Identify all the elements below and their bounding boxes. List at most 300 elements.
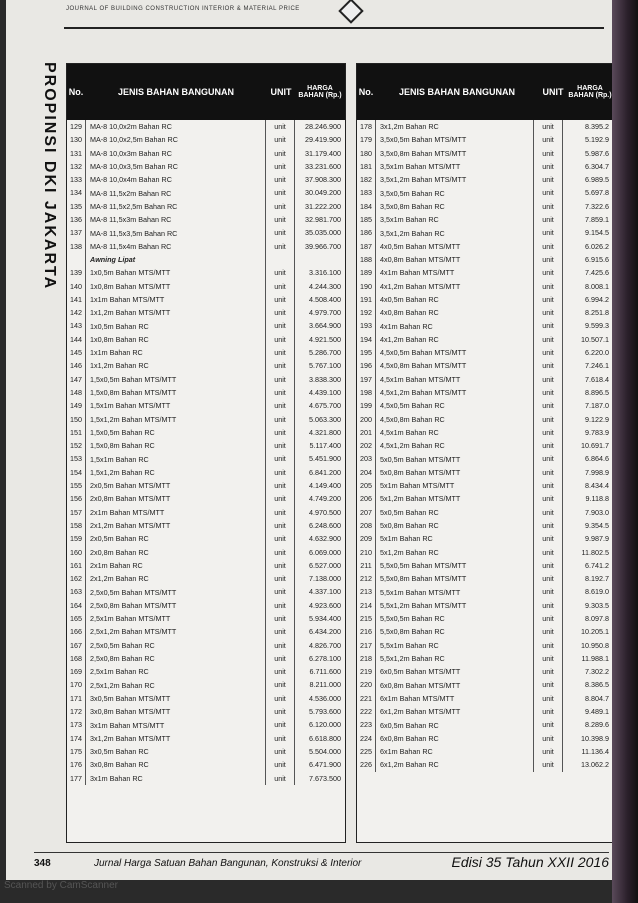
row-number: 180 <box>357 147 376 160</box>
price-cell: 8.804.7 <box>562 692 613 705</box>
material-name: 2,5x1,2m Bahan MTS/MTT <box>90 627 177 637</box>
table-row <box>357 346 613 359</box>
unit-cell: unit <box>265 426 294 439</box>
unit-cell: unit <box>265 373 294 386</box>
row-number: 143 <box>67 319 86 332</box>
table-row <box>357 413 613 426</box>
row-number: 187 <box>357 240 376 253</box>
table-row <box>357 678 613 691</box>
table-row <box>67 226 345 239</box>
row-number: 156 <box>67 492 86 505</box>
unit-cell: unit <box>533 399 562 412</box>
material-name: 4x0,5m Bahan RC <box>380 295 439 304</box>
table-row <box>67 479 345 492</box>
table-row <box>67 293 345 306</box>
price-cell: 6.220.0 <box>562 346 613 359</box>
unit-cell: unit <box>533 186 562 199</box>
price-cell: 8.211.000 <box>294 678 345 691</box>
col-no: No. <box>358 87 374 97</box>
table-row <box>357 492 613 505</box>
price-cell: 6.527.000 <box>294 559 345 572</box>
unit-cell: unit <box>265 439 294 452</box>
table-row <box>357 426 613 439</box>
price-cell: 32.981.700 <box>294 213 345 226</box>
province-title: PROPINSI DKI JAKARTA <box>41 62 58 291</box>
material-name: 4,5x1,2m Bahan RC <box>380 441 445 451</box>
material-name: MA-8 10,0x3m Bahan RC <box>90 148 172 158</box>
material-name: 3x1m Bahan RC <box>90 773 143 783</box>
price-cell: 8.434.4 <box>562 479 613 492</box>
price-cell: 8.289.6 <box>562 718 613 731</box>
price-cell: 7.618.4 <box>562 373 613 386</box>
unit-cell: unit <box>265 492 294 505</box>
table-row <box>67 678 345 691</box>
table-row <box>357 652 613 665</box>
price-cell: 6.989.5 <box>562 173 613 186</box>
table-row <box>357 160 613 173</box>
price-cell: 3.316.100 <box>294 266 345 279</box>
price-cell: 4.970.500 <box>294 506 345 519</box>
row-number: 151 <box>67 426 86 439</box>
col-no: No. <box>68 87 84 97</box>
table-row <box>357 532 613 545</box>
row-number: 150 <box>67 413 86 426</box>
price-cell: 4.244.300 <box>294 280 345 293</box>
material-name: 1,5x1,2m Bahan RC <box>90 467 155 477</box>
price-cell: 8.192.7 <box>562 572 613 585</box>
table-row <box>67 532 345 545</box>
table-row <box>67 692 345 705</box>
row-number: 153 <box>67 452 86 465</box>
price-cell: 4.632.900 <box>294 532 345 545</box>
material-name: 3x1m Bahan MTS/MTT <box>90 720 165 730</box>
material-name: 2x1,2m Bahan RC <box>90 574 149 584</box>
table-row <box>67 173 345 186</box>
unit-cell: unit <box>265 772 294 785</box>
unit-cell: unit <box>533 200 562 213</box>
unit-cell: unit <box>265 572 294 585</box>
row-number: 200 <box>357 413 376 426</box>
unit-cell: unit <box>533 386 562 399</box>
material-name: 3,5x1m Bahan RC <box>380 215 439 225</box>
price-cell: 9.303.5 <box>562 599 613 612</box>
table-row <box>357 479 613 492</box>
material-name: 5,5x1,2m Bahan MTS/MTT <box>380 600 467 610</box>
price-cell: 7.246.1 <box>562 359 613 372</box>
material-name: Awning Lipat <box>90 255 136 265</box>
unit-cell: unit <box>265 678 294 691</box>
table-row <box>357 758 613 771</box>
material-name: MA-8 11,5x4m Bahan RC <box>90 241 172 251</box>
unit-cell: unit <box>265 413 294 426</box>
table-row <box>67 133 345 146</box>
price-cell: 6.471.900 <box>294 758 345 771</box>
header-divider <box>64 27 604 29</box>
price-cell: 9.783.9 <box>562 426 613 439</box>
price-cell: 8.251.8 <box>562 306 613 319</box>
table-row <box>67 120 345 133</box>
unit-cell: unit <box>533 758 562 771</box>
price-cell: 9.122.9 <box>562 413 613 426</box>
price-cell: 8.008.1 <box>562 280 613 293</box>
price-cell: 10.398.9 <box>562 732 613 745</box>
material-name: 2x0,8m Bahan MTS/MTT <box>90 494 171 504</box>
unit-cell: unit <box>265 333 294 346</box>
unit-cell: unit <box>533 253 562 266</box>
material-name: 2x1m Bahan RC <box>90 560 143 570</box>
document-page <box>6 0 612 880</box>
table-row <box>357 186 613 199</box>
unit-cell: unit <box>533 333 562 346</box>
material-name: 1x0,8m Bahan MTS/MTT <box>90 281 171 291</box>
footer-divider <box>34 852 609 853</box>
row-number: 184 <box>357 200 376 213</box>
unit-cell: unit <box>265 692 294 705</box>
unit-cell: unit <box>265 306 294 319</box>
row-number: 191 <box>357 293 376 306</box>
row-number: 161 <box>67 559 86 572</box>
material-name: 1x1,2m Bahan RC <box>90 361 149 371</box>
price-cell: 5.117.400 <box>294 439 345 452</box>
row-number: 165 <box>67 612 86 625</box>
row-number: 145 <box>67 346 86 359</box>
table-row <box>67 745 345 758</box>
col-price: HARGA BAHAN (Rp.) <box>298 85 342 99</box>
material-name: 4x1,2m Bahan MTS/MTT <box>380 281 461 291</box>
material-name: MA-8 11,5x2,5m Bahan RC <box>90 201 178 211</box>
table-header <box>357 64 613 120</box>
row-number: 220 <box>357 678 376 691</box>
row-number: 206 <box>357 492 376 505</box>
material-name: 3,5x0,5m Bahan RC <box>380 188 445 198</box>
table-row <box>67 333 345 346</box>
material-name: 5x0,5m Bahan MTS/MTT <box>380 454 461 464</box>
table-row <box>357 147 613 160</box>
unit-cell: unit <box>265 359 294 372</box>
price-cell: 6.069.000 <box>294 546 345 559</box>
table-row <box>357 280 613 293</box>
row-number: 194 <box>357 333 376 346</box>
row-number: 218 <box>357 652 376 665</box>
row-number: 158 <box>67 519 86 532</box>
row-number: 137 <box>67 226 86 239</box>
table-row <box>357 519 613 532</box>
material-name: 2x0,5m Bahan RC <box>90 534 149 544</box>
price-cell: 5.063.300 <box>294 413 345 426</box>
unit-cell: unit <box>533 718 562 731</box>
price-table-left <box>66 63 346 843</box>
table-row <box>67 240 345 253</box>
material-name: 2x0,5m Bahan MTS/MTT <box>90 481 171 491</box>
footer-title: Jurnal Harga Satuan Bahan Bangunan, Konstruksi & Interior <box>94 858 362 869</box>
row-number: 221 <box>357 692 376 705</box>
unit-cell: unit <box>533 280 562 293</box>
row-number: 138 <box>67 240 86 253</box>
material-name: 2x0,8m Bahan RC <box>90 547 149 557</box>
table-row <box>357 133 613 146</box>
row-number <box>67 253 86 266</box>
row-number: 130 <box>67 133 86 146</box>
row-number: 196 <box>357 359 376 372</box>
unit-cell: unit <box>265 519 294 532</box>
table-body-left <box>67 120 345 785</box>
row-number: 185 <box>357 213 376 226</box>
price-cell: 3.838.300 <box>294 373 345 386</box>
unit-cell: unit <box>265 386 294 399</box>
table-row <box>67 705 345 718</box>
material-name: 1,5x0,8m Bahan MTS/MTT <box>90 388 177 398</box>
row-number: 163 <box>67 585 86 598</box>
table-row <box>357 572 613 585</box>
row-number: 141 <box>67 293 86 306</box>
unit-cell: unit <box>533 506 562 519</box>
table-row <box>67 492 345 505</box>
table-row <box>357 612 613 625</box>
price-cell: 4.749.200 <box>294 492 345 505</box>
material-name: 5,5x0,5m Bahan MTS/MTT <box>380 560 467 570</box>
table-row <box>67 466 345 479</box>
price-cell: 8.896.5 <box>562 386 613 399</box>
unit-cell <box>265 253 294 266</box>
price-cell: 31.222.200 <box>294 200 345 213</box>
row-number: 173 <box>67 718 86 731</box>
material-name: 5,5x0,8m Bahan RC <box>380 627 445 637</box>
material-name: 6x0,8m Bahan RC <box>380 733 439 743</box>
row-number: 215 <box>357 612 376 625</box>
unit-cell: unit <box>265 599 294 612</box>
table-row <box>357 399 613 412</box>
row-number: 152 <box>67 439 86 452</box>
unit-cell: unit <box>265 226 294 239</box>
table-row <box>67 599 345 612</box>
row-number: 186 <box>357 226 376 239</box>
price-cell: 9.599.3 <box>562 319 613 332</box>
material-name: 4x0,5m Bahan MTS/MTT <box>380 241 461 251</box>
price-cell: 5.192.9 <box>562 133 613 146</box>
unit-cell: unit <box>533 745 562 758</box>
unit-cell: unit <box>533 319 562 332</box>
unit-cell: unit <box>265 506 294 519</box>
row-number: 132 <box>67 160 86 173</box>
unit-cell: unit <box>265 705 294 718</box>
unit-cell: unit <box>533 612 562 625</box>
table-row <box>67 359 345 372</box>
price-cell: 8.386.5 <box>562 678 613 691</box>
row-number: 144 <box>67 333 86 346</box>
material-name: 3x0,8m Bahan RC <box>90 760 149 770</box>
unit-cell: unit <box>265 346 294 359</box>
row-number: 129 <box>67 120 86 133</box>
material-name: 5,5x0,5m Bahan RC <box>380 614 445 624</box>
table-row <box>67 373 345 386</box>
unit-cell: unit <box>533 373 562 386</box>
table-row <box>357 745 613 758</box>
row-number: 179 <box>357 133 376 146</box>
price-cell: 37.908.300 <box>294 173 345 186</box>
row-number: 204 <box>357 466 376 479</box>
unit-cell: unit <box>533 160 562 173</box>
row-number: 226 <box>357 758 376 771</box>
material-name: 4,5x1m Bahan MTS/MTT <box>380 374 461 384</box>
price-cell: 4.979.700 <box>294 306 345 319</box>
row-number: 190 <box>357 280 376 293</box>
table-row <box>357 599 613 612</box>
table-row <box>357 585 613 598</box>
material-name: 1x1m Bahan RC <box>90 348 143 358</box>
table-row <box>67 413 345 426</box>
unit-cell: unit <box>533 266 562 279</box>
material-name: MA-8 10,0x3,5m Bahan RC <box>90 162 178 172</box>
table-row <box>67 639 345 652</box>
unit-cell: unit <box>265 532 294 545</box>
table-row <box>67 439 345 452</box>
price-cell: 11.136.4 <box>562 745 613 758</box>
table-row <box>357 705 613 718</box>
row-number: 134 <box>67 186 86 199</box>
material-name: 5x0,8m Bahan RC <box>380 521 439 531</box>
row-number: 214 <box>357 599 376 612</box>
table-row <box>357 452 613 465</box>
row-number: 201 <box>357 426 376 439</box>
table-row <box>357 266 613 279</box>
row-number: 170 <box>67 678 86 691</box>
unit-cell: unit <box>265 266 294 279</box>
price-cell: 28.246.900 <box>294 120 345 133</box>
unit-cell: unit <box>265 625 294 638</box>
unit-cell: unit <box>265 652 294 665</box>
unit-cell: unit <box>265 173 294 186</box>
table-row <box>357 732 613 745</box>
material-name: 4x0,8m Bahan RC <box>380 308 439 318</box>
unit-cell: unit <box>533 359 562 372</box>
table-row <box>357 293 613 306</box>
table-body-right <box>357 120 613 772</box>
unit-cell: unit <box>533 466 562 479</box>
material-name: 1x0,5m Bahan MTS/MTT <box>90 268 171 278</box>
unit-cell: unit <box>265 546 294 559</box>
table-row <box>357 559 613 572</box>
material-name: 5x1,2m Bahan MTS/MTT <box>380 494 461 504</box>
material-name: 1,5x0,5m Bahan RC <box>90 427 155 437</box>
unit-cell: unit <box>533 240 562 253</box>
row-number: 148 <box>67 386 86 399</box>
unit-cell: unit <box>533 599 562 612</box>
price-cell: 11.802.5 <box>562 546 613 559</box>
price-cell: 7.859.1 <box>562 213 613 226</box>
row-number: 223 <box>357 718 376 731</box>
table-row <box>67 452 345 465</box>
material-name: 2,5x0,8m Bahan MTS/MTT <box>90 600 177 610</box>
price-cell: 3.664.900 <box>294 319 345 332</box>
material-name: 6x1m Bahan MTS/MTT <box>380 693 455 703</box>
material-name: 5x1,2m Bahan RC <box>380 547 439 557</box>
material-name: 3x0,8m Bahan MTS/MTT <box>90 707 171 717</box>
material-name: 4,5x0,5m Bahan MTS/MTT <box>380 348 467 358</box>
table-row <box>357 665 613 678</box>
unit-cell: unit <box>265 466 294 479</box>
material-name: 4,5x0,8m Bahan MTS/MTT <box>380 361 467 371</box>
unit-cell: unit <box>533 678 562 691</box>
table-row <box>67 652 345 665</box>
table-row <box>67 612 345 625</box>
table-row <box>67 718 345 731</box>
unit-cell: unit <box>533 120 562 133</box>
material-name: 6x0,5m Bahan RC <box>380 720 439 730</box>
table-row <box>357 173 613 186</box>
table-row <box>67 266 345 279</box>
row-number: 208 <box>357 519 376 532</box>
table-row <box>67 213 345 226</box>
unit-cell: unit <box>265 718 294 731</box>
price-cell: 29.419.900 <box>294 133 345 146</box>
material-name: 3,5x0,5m Bahan MTS/MTT <box>380 135 467 145</box>
row-number: 174 <box>67 732 86 745</box>
page-number: 348 <box>34 858 51 869</box>
price-cell: 6.026.2 <box>562 240 613 253</box>
material-name: 5x0,8m Bahan MTS/MTT <box>380 467 461 477</box>
price-cell: 7.998.9 <box>562 466 613 479</box>
table-row <box>67 319 345 332</box>
material-name: 3,5x1,2m Bahan RC <box>380 228 445 238</box>
row-number: 175 <box>67 745 86 758</box>
edition: Edisi 35 Tahun XXII 2016 <box>451 854 609 870</box>
material-name: 6x1,2m Bahan MTS/MTT <box>380 707 461 717</box>
row-number: 164 <box>67 599 86 612</box>
row-number: 135 <box>67 200 86 213</box>
material-name: 6x0,5m Bahan MTS/MTT <box>380 667 461 677</box>
row-number: 210 <box>357 546 376 559</box>
material-name: 6x1m Bahan RC <box>380 747 433 757</box>
material-name: 4,5x0,8m Bahan RC <box>380 414 445 424</box>
unit-cell: unit <box>265 120 294 133</box>
row-number: 162 <box>67 572 86 585</box>
row-number: 225 <box>357 745 376 758</box>
table-row <box>67 559 345 572</box>
unit-cell: unit <box>533 519 562 532</box>
row-number: 169 <box>67 665 86 678</box>
unit-cell: unit <box>533 652 562 665</box>
material-name: 3,5x1m Bahan MTS/MTT <box>380 162 461 172</box>
price-cell: 6.915.6 <box>562 253 613 266</box>
price-cell: 6.711.600 <box>294 665 345 678</box>
table-row <box>67 160 345 173</box>
table-row <box>357 253 613 266</box>
material-name: 3x0,5m Bahan RC <box>90 747 149 757</box>
row-number: 178 <box>357 120 376 133</box>
price-cell: 7.187.0 <box>562 399 613 412</box>
table-row <box>67 665 345 678</box>
unit-cell: unit <box>533 173 562 186</box>
row-number: 211 <box>357 559 376 572</box>
unit-cell: unit <box>533 213 562 226</box>
unit-cell: unit <box>533 546 562 559</box>
row-number: 189 <box>357 266 376 279</box>
row-number: 202 <box>357 439 376 452</box>
row-number: 171 <box>67 692 86 705</box>
unit-cell: unit <box>533 585 562 598</box>
row-number: 149 <box>67 399 86 412</box>
row-number: 176 <box>67 758 86 771</box>
table-row <box>67 280 345 293</box>
unit-cell: unit <box>265 319 294 332</box>
material-name: 2x1,2m Bahan MTS/MTT <box>90 521 171 531</box>
material-name: 5,5x0,8m Bahan MTS/MTT <box>380 574 467 584</box>
table-row <box>67 519 345 532</box>
unit-cell: unit <box>533 413 562 426</box>
price-cell: 7.903.0 <box>562 506 613 519</box>
unit-cell: unit <box>265 147 294 160</box>
material-name: 3x0,5m Bahan MTS/MTT <box>90 693 171 703</box>
